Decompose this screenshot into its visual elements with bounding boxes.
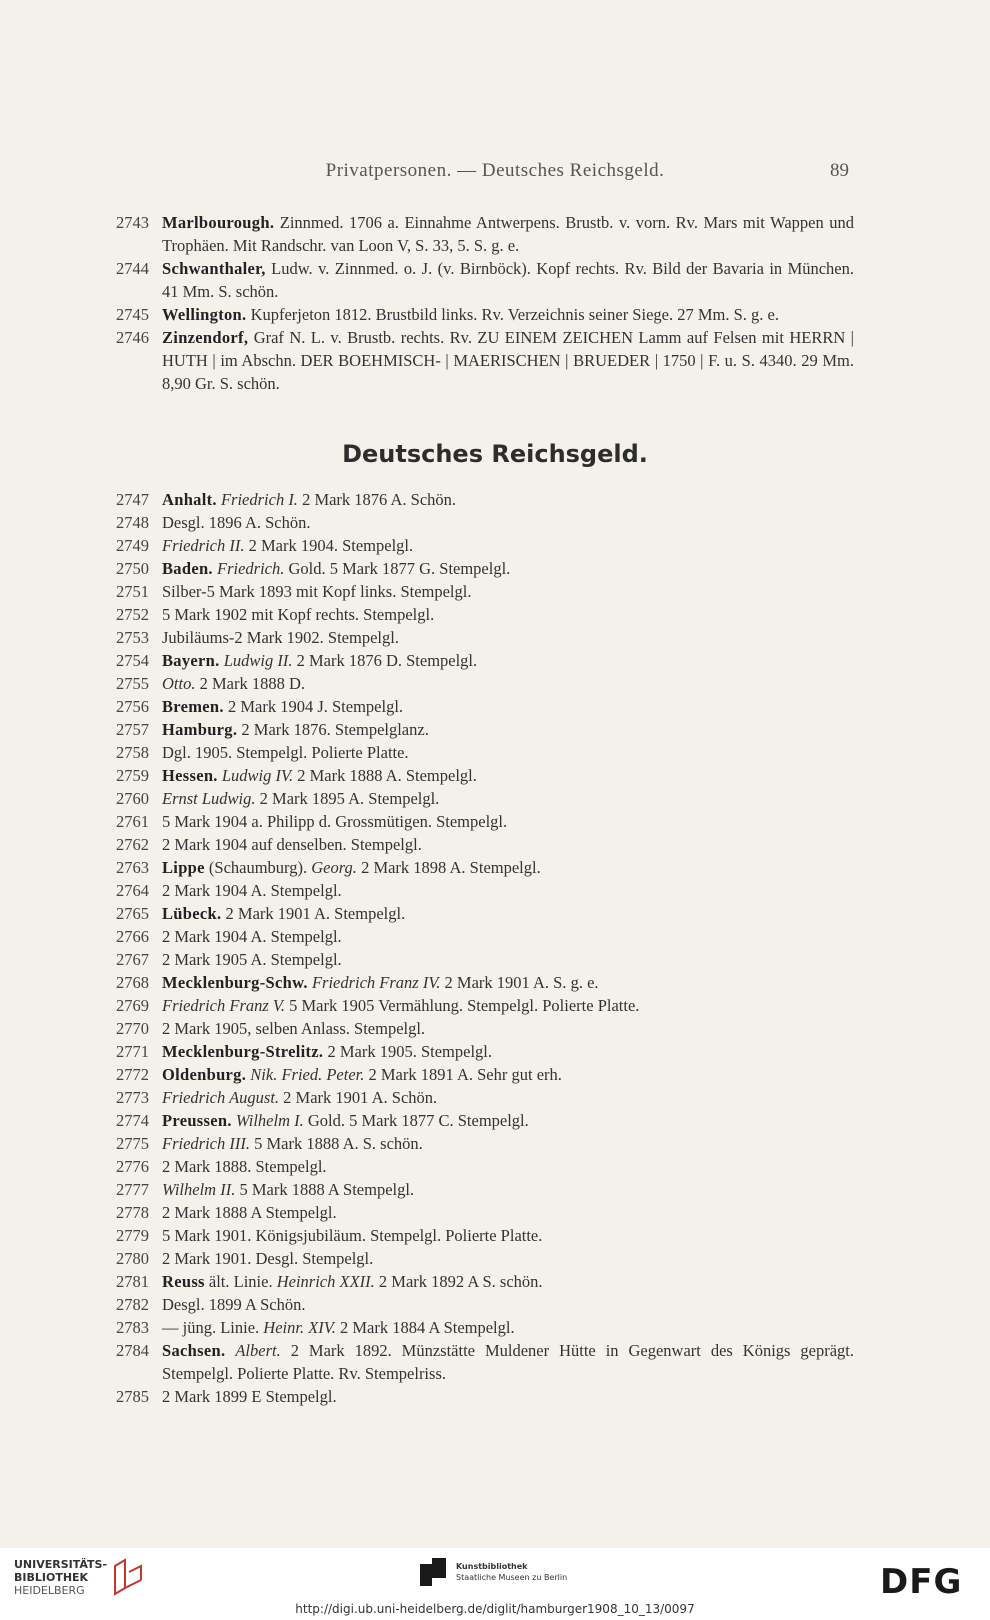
entry-text xyxy=(162,902,854,925)
entry-number: 2783 xyxy=(116,1318,149,1337)
entry-description: 2 Mark 1901 A. Stempelgl. xyxy=(225,904,406,923)
entry-description: 2 Mark 1884 A Stempelgl. xyxy=(339,1318,515,1337)
dfg-logo[interactable]: DFG xyxy=(880,1562,963,1602)
entry-text xyxy=(162,511,854,534)
catalog-entry xyxy=(116,971,854,994)
entry-text xyxy=(162,764,854,787)
entry-description: Zinnmed. 1706 a. Einnahme Antwerpens. Brustb. v. vorn. Rv. Mars mit Wappen und Trophäen. Mit Randschr. van Loon V, S. 33, 5. S. g. e. xyxy=(162,213,855,255)
entry-ruler: Hessen. xyxy=(162,766,218,785)
entry-number: 2778 xyxy=(116,1203,149,1222)
entry-text xyxy=(162,1385,854,1408)
entry-description: 2 Mark 1905. Stempelgl. xyxy=(327,1042,492,1061)
entry-number: 2751 xyxy=(116,582,149,601)
entry-description: 5 Mark 1888 A Stempelgl. xyxy=(239,1180,415,1199)
catalog-entry xyxy=(116,488,854,511)
entry-text xyxy=(162,1178,854,1201)
catalog-entry xyxy=(116,764,854,787)
entry-number: 2782 xyxy=(116,1295,149,1314)
entry-text xyxy=(162,1155,854,1178)
entry-number: 2762 xyxy=(116,835,149,854)
heidelberg-library-logo[interactable] xyxy=(14,1558,147,1598)
catalog-entry xyxy=(116,902,854,925)
entry-description: 2 Mark 1888 A Stempelgl. xyxy=(162,1203,337,1222)
entry-description: 5 Mark 1904 a. Philipp d. Grossmütigen. Stempelgl. xyxy=(162,812,508,831)
entry-description: Gold. 5 Mark 1877 C. Stempelgl. xyxy=(307,1111,529,1130)
running-title: Privatpersonen. — Deutsches Reichsgeld. xyxy=(325,160,665,181)
entry-number: 2748 xyxy=(116,513,149,532)
catalog-entry xyxy=(116,603,854,626)
entry-number: 2768 xyxy=(116,973,149,992)
catalog-entry xyxy=(116,672,854,695)
entry-number: 2747 xyxy=(116,490,149,509)
entry-number: 2777 xyxy=(116,1180,149,1199)
catalog-entry xyxy=(116,557,854,580)
entry-text xyxy=(162,1339,854,1385)
catalog-entry xyxy=(116,511,854,534)
entry-description: Gold. 5 Mark 1877 G. Stempelgl. xyxy=(288,559,511,578)
entry-description: 2 Mark 1904 A. Stempelgl. xyxy=(162,927,342,946)
entry-ruler: Bayern. xyxy=(162,651,220,670)
entry-ruler: Sachsen. xyxy=(162,1341,226,1360)
entry-text xyxy=(162,626,854,649)
entry-number: 2767 xyxy=(116,950,149,969)
entry-text xyxy=(162,534,854,557)
entry-description: 2 Mark 1901. Desgl. Stempelgl. xyxy=(162,1249,374,1268)
catalog-entry xyxy=(116,879,854,902)
entry-text xyxy=(162,672,854,695)
entry-text xyxy=(162,603,854,626)
catalog-entry xyxy=(116,718,854,741)
entry-description: 5 Mark 1888 A. S. schön. xyxy=(254,1134,423,1153)
catalog-entry xyxy=(116,1132,854,1155)
entry-description: 2 Mark 1888. Stempelgl. xyxy=(162,1157,327,1176)
entry-text xyxy=(162,580,854,603)
entry-person: Friedrich Franz IV. xyxy=(311,973,441,992)
entry-description: 5 Mark 1902 mit Kopf rechts. Stempelgl. xyxy=(162,605,435,624)
entry-description: 2 Mark 1876 D. Stempelgl. xyxy=(296,651,478,670)
entry-description: Desgl. 1896 A. Schön. xyxy=(162,513,311,532)
kunstbibliothek-logo[interactable] xyxy=(420,1558,567,1586)
catalog-entry xyxy=(116,580,854,603)
entry-person: Ludwig IV. xyxy=(221,766,294,785)
entry-number: 2754 xyxy=(116,651,149,670)
entry-number: 2759 xyxy=(116,766,149,785)
catalog-entry xyxy=(116,649,854,672)
page-number: 89 xyxy=(830,160,849,181)
entry-text xyxy=(162,1201,854,1224)
catalog-entry xyxy=(116,1063,854,1086)
kb-sub: Staatliche Museen zu Berlin xyxy=(456,1573,568,1582)
entry-ruler: Bremen. xyxy=(162,697,224,716)
entry-person: Wilhelm I. xyxy=(235,1111,304,1130)
entry-person: Friedrich III. xyxy=(162,1134,250,1153)
entry-text xyxy=(162,879,854,902)
entry-text xyxy=(162,856,854,879)
entry-text xyxy=(162,810,854,833)
entry-person: Albert. xyxy=(235,1341,281,1360)
entry-number: 2776 xyxy=(116,1157,149,1176)
entry-description: 2 Mark 1898 A. Stempelgl. xyxy=(361,858,541,877)
entry-number: 2775 xyxy=(116,1134,149,1153)
catalog-entry xyxy=(116,534,854,557)
entry-number: 2743 xyxy=(116,213,149,232)
entry-ruler: Mecklenburg-Schw. xyxy=(162,973,308,992)
entry-ruler: Zinzendorf, xyxy=(162,328,249,347)
entry-number: 2750 xyxy=(116,559,149,578)
entry-ruler: Oldenburg. xyxy=(162,1065,247,1084)
catalog-entry xyxy=(116,925,854,948)
entry-description: Silber-5 Mark 1893 mit Kopf links. Stempelgl. xyxy=(162,582,472,601)
entry-number: 2760 xyxy=(116,789,149,808)
entry-description: 2 Mark 1904. Stempelgl. xyxy=(248,536,414,555)
entry-number: 2745 xyxy=(116,305,149,324)
entry-number: 2779 xyxy=(116,1226,149,1245)
entry-number: 2774 xyxy=(116,1111,149,1130)
entry-number: 2757 xyxy=(116,720,149,739)
catalog-entry xyxy=(116,1316,854,1339)
entry-description: Graf N. L. v. Brustb. rechts. Rv. ZU EINEM ZEICHEN Lamm auf Felsen mit HERRN | HUTH | im Abschn. DER BOEHMISCH- | MAERISCHEN | BRUEDER | 1750 | F. u. S. 4340. 29 Mm. 8,90 Gr. S. schön. xyxy=(162,328,854,393)
entry-person: Friedrich II. xyxy=(162,536,245,555)
entry-number: 2770 xyxy=(116,1019,149,1038)
entry-number: 2769 xyxy=(116,996,149,1015)
entry-person: Friedrich. xyxy=(216,559,285,578)
entry-description: 2 Mark 1892 A S. schön. xyxy=(378,1272,543,1291)
entry-ruler: Anhalt. xyxy=(162,490,217,509)
entry-description: 5 Mark 1905 Vermählung. Stempelgl. Polierte Platte. xyxy=(289,996,640,1015)
entry-description: Jubiläums-2 Mark 1902. Stempelgl. xyxy=(162,628,399,647)
entry-number: 2781 xyxy=(116,1272,149,1291)
entry-text xyxy=(162,833,854,856)
entry-number: 2763 xyxy=(116,858,149,877)
entry-text xyxy=(162,649,854,672)
library-line-1: UNIVERSITÄTS- xyxy=(14,1558,108,1571)
catalog-entry xyxy=(116,1086,854,1109)
entry-text xyxy=(162,1063,854,1086)
entry-text xyxy=(162,211,854,257)
catalog-entry xyxy=(116,211,854,257)
entry-person: Heinrich XXII. xyxy=(276,1272,375,1291)
entry-number: 2753 xyxy=(116,628,149,647)
entry-description: Dgl. 1905. Stempelgl. Polierte Platte. xyxy=(162,743,409,762)
entry-text xyxy=(162,718,854,741)
entry-description: 2 Mark 1876 A. Schön. xyxy=(302,490,457,509)
entry-qualifier: (Schaumburg). xyxy=(208,858,308,877)
entry-description: 2 Mark 1888 D. xyxy=(199,674,305,693)
entry-text xyxy=(162,326,854,395)
entry-description: 2 Mark 1904 J. Stempelgl. xyxy=(227,697,404,716)
kunstbibliothek-emblem-icon xyxy=(420,1558,446,1586)
entry-description: 2 Mark 1899 E Stempelgl. xyxy=(162,1387,337,1406)
entry-qualifier: — jüng. Linie. xyxy=(162,1318,260,1337)
catalog-entry xyxy=(116,626,854,649)
library-emblem-icon xyxy=(111,1558,147,1598)
catalog-entry xyxy=(116,1385,854,1408)
entry-person: Friedrich I. xyxy=(220,490,298,509)
entry-description: 5 Mark 1901. Königsjubiläum. Stempelgl. Polierte Platte. xyxy=(162,1226,543,1245)
catalog-entry xyxy=(116,1178,854,1201)
entry-ruler: Lübeck. xyxy=(162,904,222,923)
entry-number: 2764 xyxy=(116,881,149,900)
entry-ruler: Lippe xyxy=(162,858,205,877)
entry-description: Kupferjeton 1812. Brustbild links. Rv. Verzeichnis seiner Siege. 27 Mm. S. g. e. xyxy=(250,305,779,324)
catalog-entry xyxy=(116,1270,854,1293)
catalog-entry xyxy=(116,1224,854,1247)
entry-number: 2773 xyxy=(116,1088,149,1107)
catalog-entry xyxy=(116,948,854,971)
entry-description: Desgl. 1899 A Schön. xyxy=(162,1295,306,1314)
entry-person: Nik. Fried. Peter. xyxy=(250,1065,365,1084)
entry-person: Ludwig II. xyxy=(223,651,293,670)
entry-text xyxy=(162,1270,854,1293)
catalog-entry xyxy=(116,1040,854,1063)
catalog-entry xyxy=(116,787,854,810)
entry-ruler: Wellington. xyxy=(162,305,247,324)
entry-number: 2785 xyxy=(116,1387,149,1406)
entry-person: Friedrich Franz V. xyxy=(162,996,285,1015)
entry-text xyxy=(162,303,854,326)
entry-description: 2 Mark 1905, selben Anlass. Stempelgl. xyxy=(162,1019,426,1038)
entry-number: 2755 xyxy=(116,674,149,693)
entry-text xyxy=(162,1316,854,1339)
entry-text xyxy=(162,1109,854,1132)
entry-description: 2 Mark 1905 A. Stempelgl. xyxy=(162,950,342,969)
entry-ruler: Marlbourough. xyxy=(162,213,275,232)
entry-person: Ernst Ludwig. xyxy=(162,789,256,808)
entry-description: 2 Mark 1901 A. S. g. e. xyxy=(444,973,599,992)
entry-number: 2771 xyxy=(116,1042,149,1061)
entry-text xyxy=(162,787,854,810)
entries-private-persons xyxy=(116,211,854,395)
entry-text xyxy=(162,557,854,580)
entry-text xyxy=(162,1017,854,1040)
entry-description: 2 Mark 1904 auf denselben. Stempelgl. xyxy=(162,835,422,854)
catalog-entry xyxy=(116,1155,854,1178)
source-url[interactable]: http://digi.ub.uni-heidelberg.de/diglit/hamburger1908_10_13/0097 xyxy=(295,1602,695,1616)
catalog-entry xyxy=(116,303,854,326)
entry-text xyxy=(162,1247,854,1270)
entry-person: Heinr. XIV. xyxy=(263,1318,336,1337)
entry-text xyxy=(162,1086,854,1109)
entry-text xyxy=(162,695,854,718)
entry-ruler: Mecklenburg-Strelitz. xyxy=(162,1042,324,1061)
library-line-2: BIBLIOTHEK xyxy=(14,1571,89,1584)
catalog-entry xyxy=(116,326,854,395)
entry-number: 2746 xyxy=(116,328,149,347)
catalog-entry xyxy=(116,257,854,303)
entry-description: 2 Mark 1891 A. Sehr gut erh. xyxy=(368,1065,562,1084)
entry-number: 2744 xyxy=(116,259,149,278)
entry-text xyxy=(162,948,854,971)
entry-ruler: Schwanthaler, xyxy=(162,259,266,278)
entry-text xyxy=(162,925,854,948)
entry-description: 2 Mark 1888 A. Stempelgl. xyxy=(297,766,477,785)
catalog-entry xyxy=(116,695,854,718)
entry-ruler: Preussen. xyxy=(162,1111,232,1130)
entry-description: 2 Mark 1892. Münzstätte Muldener Hütte in Gegenwart des Königs geprägt. Stempelgl. Polierte Platte. Rv. Stempelriss. xyxy=(162,1341,855,1383)
entry-description: 2 Mark 1901 A. Schön. xyxy=(283,1088,438,1107)
catalog-entry xyxy=(116,833,854,856)
entry-ruler: Baden. xyxy=(162,559,213,578)
entry-number: 2749 xyxy=(116,536,149,555)
entry-qualifier: ält. Linie. xyxy=(208,1272,273,1291)
entry-text xyxy=(162,994,854,1017)
catalog-entry xyxy=(116,1109,854,1132)
entry-number: 2766 xyxy=(116,927,149,946)
entry-ruler: Hamburg. xyxy=(162,720,238,739)
catalog-entry xyxy=(116,1247,854,1270)
entry-text xyxy=(162,1132,854,1155)
catalog-entry xyxy=(116,1201,854,1224)
entry-number: 2780 xyxy=(116,1249,149,1268)
footer xyxy=(0,1548,990,1620)
entry-number: 2761 xyxy=(116,812,149,831)
entry-description: 2 Mark 1895 A. Stempelgl. xyxy=(259,789,440,808)
catalog-entry xyxy=(116,1339,854,1385)
entry-number: 2765 xyxy=(116,904,149,923)
catalog-entry xyxy=(116,741,854,764)
entry-ruler: Reuss xyxy=(162,1272,205,1291)
entry-person: Georg. xyxy=(311,858,357,877)
entry-number: 2784 xyxy=(116,1341,149,1360)
kb-name: Kunstbibliothek xyxy=(456,1562,528,1571)
catalog-entry xyxy=(116,1293,854,1316)
entry-description: 2 Mark 1904 A. Stempelgl. xyxy=(162,881,342,900)
entry-description: Ludw. v. Zinnmed. o. J. (v. Birnböck). Kopf rechts. Rv. Bild der Bavaria in München. 41 Mm. S. schön. xyxy=(162,259,855,301)
catalog-entry xyxy=(116,810,854,833)
entry-text xyxy=(162,971,854,994)
entry-description: 2 Mark 1876. Stempelglanz. xyxy=(241,720,429,739)
entry-text xyxy=(162,1040,854,1063)
library-line-3: HEIDELBERG xyxy=(14,1584,85,1597)
entries-reichsgeld xyxy=(116,488,854,1408)
entry-number: 2756 xyxy=(116,697,149,716)
entry-text xyxy=(162,1293,854,1316)
entry-person: Wilhelm II. xyxy=(162,1180,236,1199)
entry-person: Otto. xyxy=(162,674,196,693)
entry-text xyxy=(162,1224,854,1247)
entry-text xyxy=(162,488,854,511)
entry-person: Friedrich August. xyxy=(162,1088,280,1107)
entry-number: 2772 xyxy=(116,1065,149,1084)
section-title: Deutsches Reichsgeld. xyxy=(342,440,648,468)
entry-text xyxy=(162,257,854,303)
entry-number: 2758 xyxy=(116,743,149,762)
catalog-entry xyxy=(116,856,854,879)
catalog-entry xyxy=(116,994,854,1017)
catalog-entry xyxy=(116,1017,854,1040)
entry-number: 2752 xyxy=(116,605,149,624)
entry-text xyxy=(162,741,854,764)
